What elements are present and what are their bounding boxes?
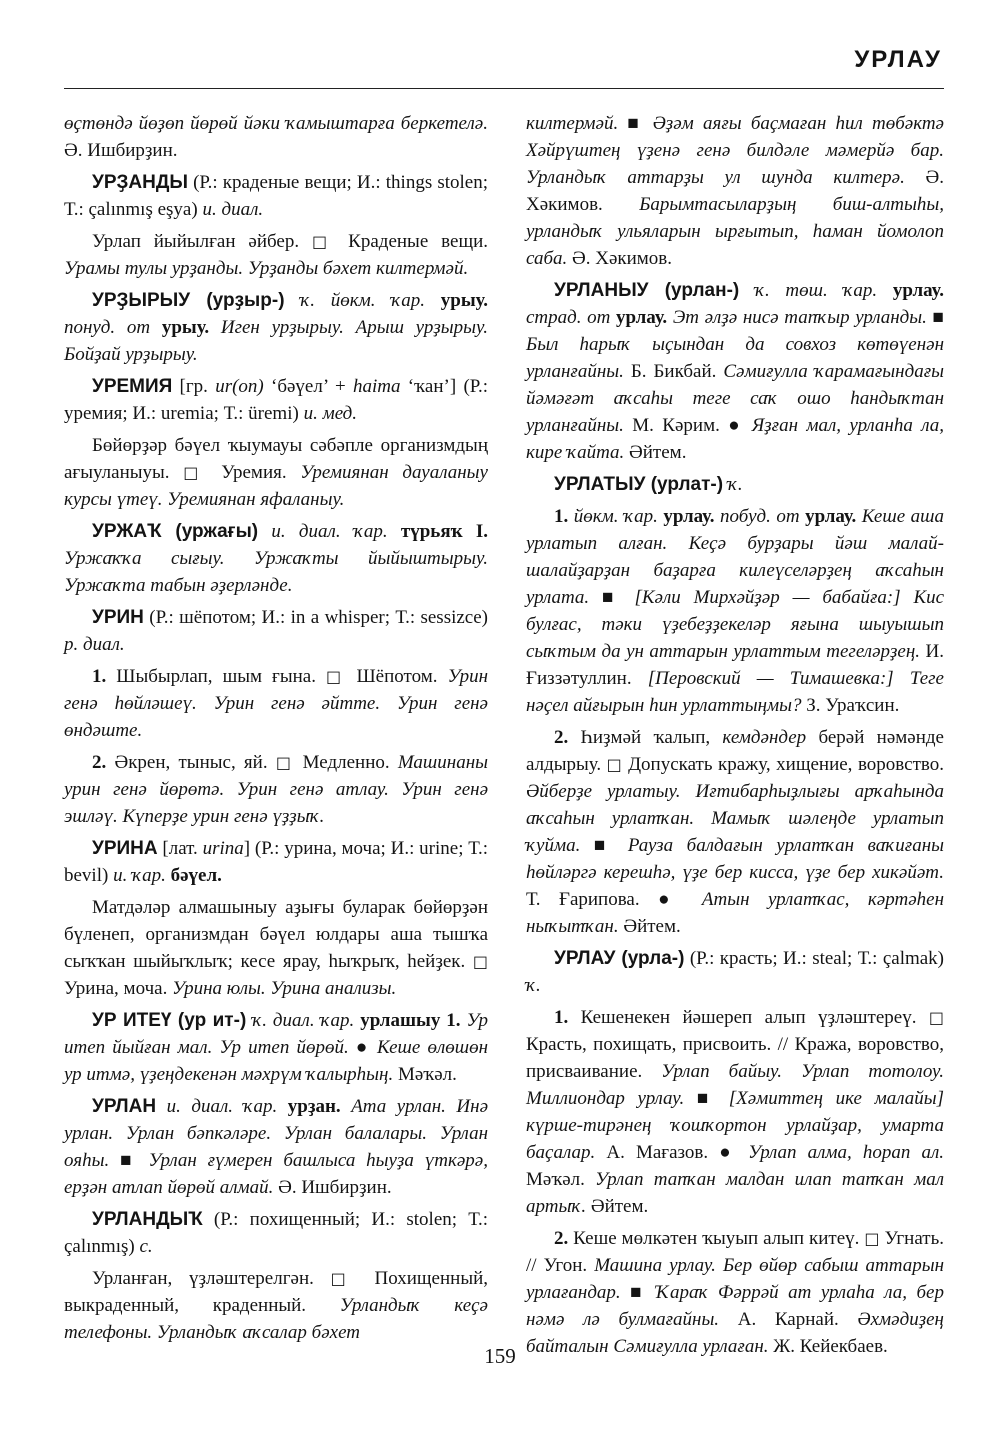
entry-text: (Р.: шёпотом; И.: in a whisper; Т.: sessizce)	[143, 607, 488, 628]
entry-text: [Перовский — Тимашевка:] Теге нәҫел айғырын һин урлаттыңмы?	[526, 668, 944, 716]
entry-text: 2.	[554, 1228, 569, 1249]
entry-text: Һиҙмәй ҡалып,	[568, 727, 723, 748]
entry-text: 1.	[554, 1007, 569, 1028]
headword: УРИНА	[92, 838, 158, 859]
dictionary-entry	[64, 1007, 488, 1088]
entry-text: ■	[926, 307, 944, 328]
entry-text: Медленно.	[294, 752, 398, 773]
dictionary-entry	[64, 749, 488, 830]
entry-text: понуд. от	[64, 317, 162, 338]
entry-text: урлау.	[805, 506, 857, 527]
entry-text	[156, 1096, 167, 1117]
entry-text: А. Карнай.	[719, 1309, 858, 1330]
entry-text	[258, 521, 271, 542]
entry-text: Ә. Ишбирҙин.	[273, 1177, 392, 1198]
headword: УРЛАНДЫҠ	[92, 1209, 203, 1230]
entry-text: З. Ураҡсин.	[801, 695, 900, 716]
entry-text: Сәмиғулла ҡарамағындағы йәмәғәт аҡсаһы теге саҡ ошо һандыҡтан урланғайны.	[526, 361, 944, 436]
entry-text: ■	[618, 113, 653, 134]
entry-text: түрьяҡ I.	[387, 521, 488, 542]
dictionary-entry	[526, 1225, 944, 1360]
entry-text: urina	[202, 838, 244, 859]
entry-text: ҡ.	[526, 975, 541, 996]
headword: УРЖАҠ (уржағы)	[92, 521, 259, 542]
entry-text: ҡ. йөкм. ҡар.	[300, 290, 426, 311]
entry-text: (Р.: краденые вещи; И.: things stolen; Т.: çalınmış eşya)	[64, 172, 488, 220]
dictionary-entry	[64, 228, 488, 282]
entry-text: А. Мағазов. ●	[595, 1142, 749, 1163]
dictionary-entry	[526, 945, 944, 999]
entry-text: ur(on)	[215, 376, 264, 397]
entry-text: и. диал. ҡар.	[166, 1096, 278, 1117]
entry-text: ●	[348, 1037, 377, 1058]
entry-text: Әҙәм аяғы баҫмаған һил төбәктә Хәйрүштең үҙенә генә билдәле мәмерйә бар. Урландыҡ аттарҙы ул шунда килтерә.	[526, 113, 944, 188]
entry-text: ҡ.	[727, 474, 743, 495]
entry-text: йөкм. ҡар.	[568, 506, 658, 527]
entry-text: Рауза балдағын урлатҡан ваҡиғаны һөйләргә керешһә, үҙе бер кисса, үҙе бер хикәйәт.	[526, 835, 944, 883]
dictionary-entry	[64, 432, 488, 513]
entry-text: Т. Ғарипова. ●	[526, 889, 702, 910]
entry-text: и. диал. ҡар.	[271, 521, 388, 542]
headword: УРЛАУ (урла-)	[554, 948, 685, 969]
entry-text: Урландыҡ кеҫә телефоны. Урландыҡ аҡсалар бәхет	[64, 1295, 488, 1343]
entry-text: Мәҡәл.	[393, 1064, 457, 1085]
entry-text: Атын урлатҡас, кәртәһен ныҡытҡан.	[526, 889, 944, 937]
entry-text: Был һарыҡ ыҫындан да совхоз көтөүенән урланғайны.	[526, 334, 944, 382]
entry-text: (Р.: похищенный; И.: stolen; Т.: çalınmış)	[64, 1209, 488, 1257]
entry-text: килтермәй.	[526, 113, 619, 134]
entry-text: Угнать. // Угон.	[526, 1228, 945, 1276]
entry-text: урыу.	[161, 317, 210, 338]
entry-text: Кешенекен йәшереп алып үҙләштереү.	[568, 1007, 929, 1028]
dictionary-entry	[526, 471, 944, 498]
headword: УРЛАН	[92, 1096, 157, 1117]
running-head: УРЛАУ	[854, 46, 942, 73]
entry-text: Машинаны урин генә йөрөтә. Урин генә атлау. Урин генә эшләү. Күперҙе урин генә үҙҙыҡ.	[64, 752, 488, 827]
entry-text: өҫтөндә йөҙөп йөрөй йәки ҡамыштарға беркетелә.	[64, 113, 488, 134]
entry-text: Ата урлан. Инә урлан. Урлан бәпкәләре. Урлан балалары. Урлан ояһы.	[64, 1096, 488, 1171]
entry-text: Шёпотом.	[346, 666, 448, 687]
entry-text: Похищенный, выкраденный, краденный.	[64, 1268, 489, 1316]
dictionary-entry	[64, 110, 488, 164]
entry-text: Эт әлҙә нисә тапҡыр урланды.	[667, 307, 927, 328]
entry-text: haima	[352, 376, 401, 397]
entry-text: Урлап йыйылған әйбер.	[92, 231, 313, 252]
entry-text: Урина, моча.	[64, 978, 173, 999]
entry-text: Допускать кражу, хищение, воровство.	[622, 754, 944, 775]
entry-text: бәүел.	[165, 865, 222, 886]
entry-text: страд. от	[526, 307, 617, 328]
entry-text: ҡ. диал. ҡар.	[252, 1010, 355, 1031]
headword: УРИН	[92, 607, 144, 628]
entry-text: Ж. Кейекбаев.	[768, 1336, 888, 1357]
translation-marker: □	[312, 232, 336, 251]
entry-text: Кеше өлөшөн ур итмә, үҙеңдекенән мәхрүм ҡалырһың.	[64, 1037, 488, 1085]
entry-text: [гр.	[172, 376, 216, 397]
entry-text: Уржаҡҡа сығыу. Уржаҡты йыйыштырыу. Уржаҡта табын әҙерләнде.	[64, 548, 488, 596]
entry-text: [Кәли Мирхәйҙәр — бабайға:] Кис булғас, тәки үҙебеҙҙекеләр яғына шыуышып сыҡтым да ун аттарын урлаттым тегеләрҙең.	[526, 587, 945, 662]
translation-marker: □	[330, 1269, 358, 1288]
entry-text: Әйтем.	[624, 442, 687, 463]
headword: УРҘЫРЫУ (урҙыр-)	[92, 290, 285, 311]
entry-text: р. диал.	[64, 634, 125, 655]
entry-text	[739, 280, 755, 301]
entry-text: Әйтем.	[586, 1196, 649, 1217]
entry-text: урлау.	[877, 280, 944, 301]
entry-text: Урлап тапҡан малдан илап тапҡан мал артыҡ.	[526, 1169, 944, 1217]
headword: УР ИТЕҮ (ур ит-)	[92, 1010, 247, 1031]
dictionary-entry	[64, 373, 488, 427]
entry-text: Урамы тулы урҙанды. Урҙанды бәхет килтермәй.	[64, 258, 469, 279]
translation-marker: □	[928, 1008, 944, 1027]
dictionary-entry	[64, 1093, 488, 1201]
dictionary-entry	[526, 503, 944, 719]
entry-text: ■	[684, 1088, 729, 1109]
headword: УРЛАТЫУ (урлат-)	[554, 474, 724, 495]
entry-text: с.	[139, 1236, 153, 1257]
entry-text: [лат.	[157, 838, 203, 859]
entry-text: Ә. Ишбирҙин.	[64, 140, 178, 161]
entry-text: ■	[580, 835, 628, 856]
entry-text: ‘бәүел’ +	[263, 376, 353, 397]
dictionary-entry	[64, 604, 488, 658]
entry-text: и. мед.	[303, 403, 358, 424]
entry-text: ■	[109, 1150, 149, 1171]
entry-text: (Р.: красть; И.: steal; Т.: çalmak)	[684, 948, 945, 969]
entry-text: Красть, похищать, присвоить. // Кража, воровство, присваивание.	[526, 1034, 944, 1082]
entry-text: ] (Р.: урина, моча; И.: urine; Т.: bevil)	[64, 838, 489, 886]
dictionary-entry	[64, 518, 488, 599]
headword: УРЕМИЯ	[92, 376, 173, 397]
right-column	[526, 110, 944, 1365]
entry-text: 1.	[92, 666, 107, 687]
entry-text: [Хәмиттең ике малайы] күрше-тирәнең ҡошҡортон урлайҙар, умарта баҫалар.	[526, 1088, 944, 1163]
entry-text: Кеше мөлкәтен ҡыуып алып китеү.	[568, 1228, 865, 1249]
entry-text: Матдәләр алмашыныу аҙығы буларак бөйөрҙән бүленеп, организмдан бәүел юлдары аша тышҡа сыҡҡан шыйыҡлыҡ; кесе ярау, һыҡрыҡ, һейҙек.	[64, 897, 488, 972]
entry-text: ■	[620, 1282, 656, 1303]
entry-text: 2.	[554, 727, 569, 748]
entry-text: Ә. Хәкимов.	[526, 167, 944, 215]
entry-text: Иген урҙырыу. Арыш урҙырыу. Бойҙай урҙырыу.	[64, 317, 488, 365]
dictionary-entry	[64, 663, 488, 744]
dictionary-entry	[526, 1004, 944, 1220]
entry-text: берәй нәмәнде алдырыу.	[526, 727, 944, 775]
entry-text: Кеше аша урлатып алған. Кеҫә бурҙары йәш малай-шалайҙарҙан баҙарға килеүселәрҙең аҡсаһын урлата.	[526, 506, 944, 608]
translation-marker: □	[183, 463, 208, 482]
entry-text: урлашыу 1.	[354, 1010, 461, 1031]
entry-text: Урлан ғүмерен башлыса һыуҙа үткәрә, ерҙән атлап йөрөй алмай.	[64, 1150, 488, 1198]
entry-text: Әйтем.	[618, 916, 681, 937]
entry-text: побуд. от	[714, 506, 806, 527]
header-rule	[64, 88, 944, 89]
entry-text: Урин генә һөйләшеү. Урин генә әйтте. Урин генә өндәште.	[64, 666, 489, 741]
dictionary-entry	[526, 724, 944, 940]
entry-text: Әкрен, тыныс, яй.	[106, 752, 276, 773]
entry-text: 1.	[554, 506, 569, 527]
entry-text: Ә. Хәкимов.	[567, 248, 673, 269]
translation-marker: □	[864, 1229, 880, 1248]
dictionary-entry	[64, 894, 488, 1002]
entry-text: Краденые вещи.	[335, 231, 488, 252]
entry-text: Әхмәдиҙең байталын Сәмиғулла урлаған.	[526, 1309, 944, 1357]
entry-text	[285, 290, 301, 311]
dictionary-entry	[526, 277, 944, 466]
entry-text: Мәҡәл.	[526, 1169, 596, 1190]
entry-text: и. диал.	[202, 199, 264, 220]
entry-text: Машина урлау. Бер өйөр сабыш аттарын урлағандар.	[526, 1255, 945, 1303]
entry-text: Ур итеп йыйған мал. Ур итеп йөрөй.	[64, 1010, 488, 1058]
translation-marker: □	[326, 667, 347, 686]
entry-text: Уремиянан дауаланыу курсы үтеү. Уремиянан яфаланыу.	[64, 462, 488, 510]
dictionary-entry	[64, 169, 488, 223]
entry-text: Урлап алма, һорап ал.	[748, 1142, 944, 1163]
translation-marker: □	[606, 755, 623, 774]
entry-text: Б. Бикбай.	[623, 361, 724, 382]
entry-text: и. ҡар.	[113, 865, 166, 886]
left-column	[64, 110, 488, 1351]
entry-text: урлау.	[616, 307, 668, 328]
dictionary-entry	[526, 110, 944, 272]
entry-text: Яҙған мал, урланһа ла, кире ҡайта.	[526, 415, 944, 463]
entry-text: М. Кәрим. ●	[623, 415, 752, 436]
entry-text: ‘ҡан’] (Р.: уремия; И.: uremia; Т.: üremi)	[64, 376, 488, 424]
entry-text: Шыбырлап, шым ғына.	[106, 666, 327, 687]
headword: УРЛАНЫУ (урлан-)	[554, 280, 740, 301]
translation-marker: □	[472, 952, 488, 971]
entry-text: урлау.	[657, 506, 715, 527]
entry-text: кемдәндер	[722, 727, 807, 748]
entry-text: Барымтасыларҙың биш-алтыһы, урландыҡ ульяларын ырғытып, һаман йомолоп саба.	[526, 194, 944, 269]
entry-text: урҙан.	[277, 1096, 341, 1117]
dictionary-entry	[64, 1206, 488, 1260]
entry-text: Урлап байыу. Урлап тотолоу. Миллиондар урлау.	[526, 1061, 945, 1109]
dictionary-entry	[64, 1265, 488, 1346]
entry-text: Урланған, үҙләштерелгән.	[92, 1268, 331, 1289]
entry-text: ҡ. төш. ҡар.	[754, 280, 878, 301]
entry-text: урыу.	[425, 290, 489, 311]
page-number: 159	[484, 1344, 516, 1368]
entry-text: И. Ғиззәтуллин.	[526, 641, 944, 689]
entry-text: 2.	[92, 752, 107, 773]
entry-text: Әйберҙе урлатыу. Иғтибарһыҙлығы арҡаһында аҡсаһын урлатҡан. Мамыҡ шәлеңде урлатып ҡуймa.	[526, 781, 944, 856]
entry-text: Бөйөрҙәр бәүел ҡыумауы сәбәпле организмдың ағыуланыуы.	[64, 435, 488, 483]
translation-marker: □	[275, 753, 295, 772]
entry-text: Уремия.	[207, 462, 301, 483]
dictionary-entry	[64, 287, 488, 368]
dictionary-entry	[64, 835, 488, 889]
entry-text: ■	[589, 587, 635, 608]
entry-text: Ҡараҡ Фәррәй ат урлаһа ла, бер нәмә лә булмағайны.	[526, 1282, 944, 1330]
headword: УРҘАНДЫ	[92, 172, 188, 193]
entry-text: Урина юлы. Урина анализы.	[172, 978, 397, 999]
